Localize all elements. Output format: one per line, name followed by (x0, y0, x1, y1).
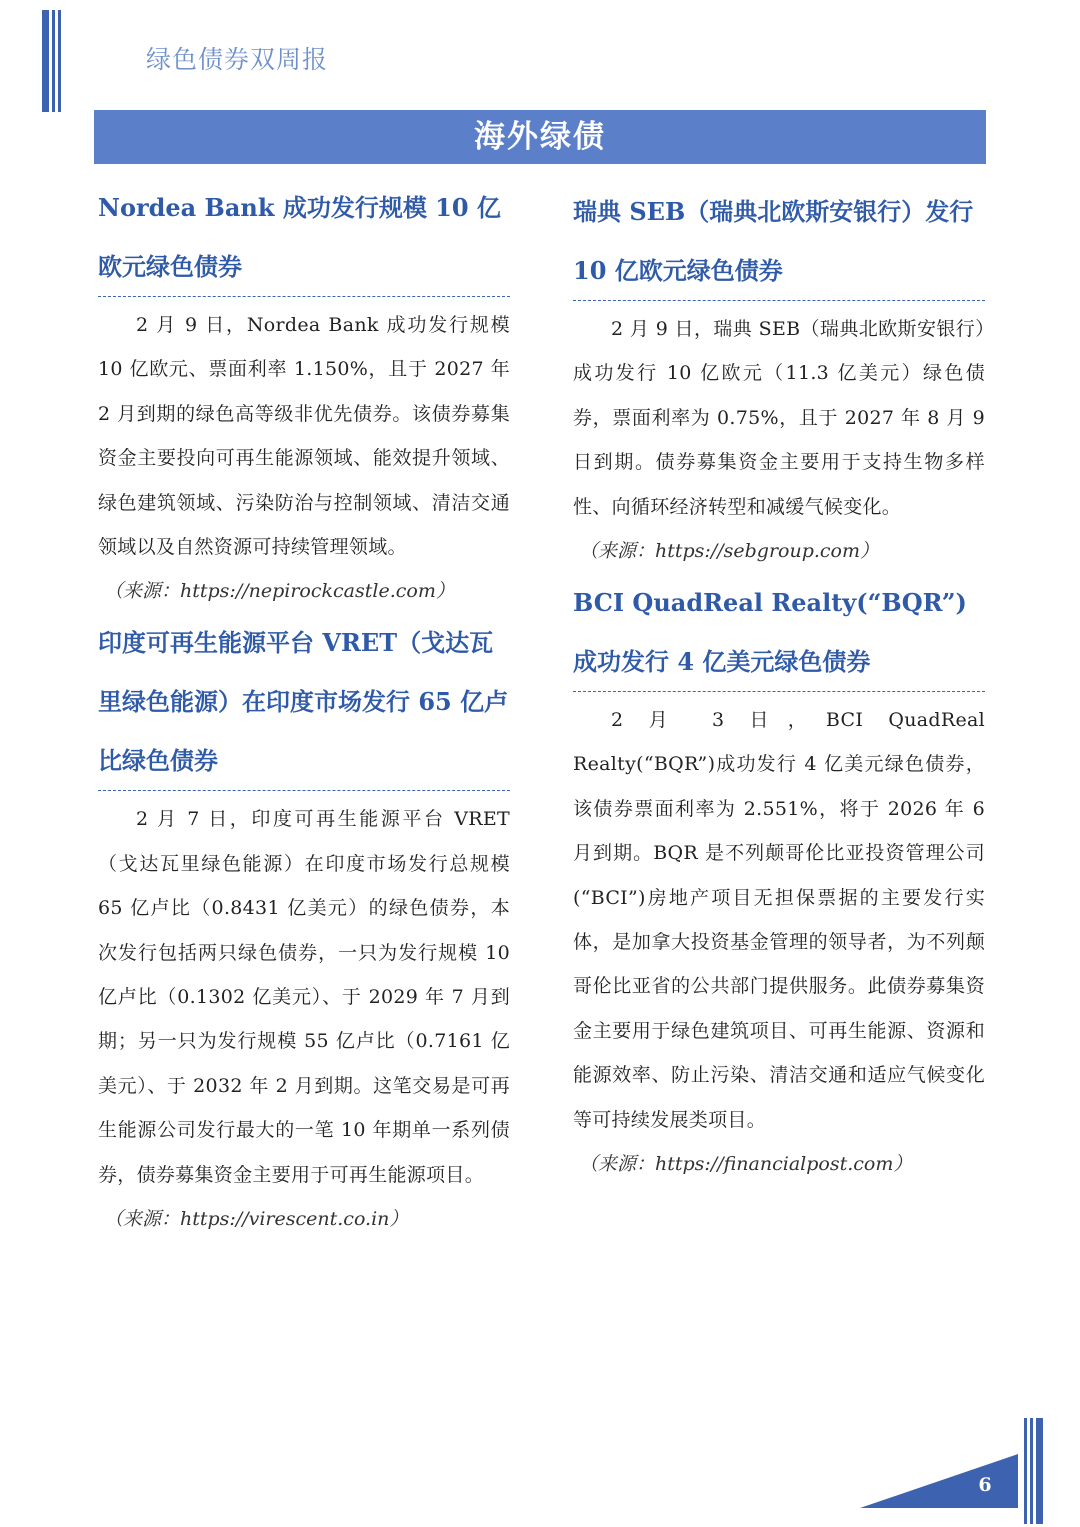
document-title: 绿色债券双周报 (146, 45, 329, 74)
article-source: （来源：https://sebgroup.com） (579, 540, 880, 563)
article-bqr (573, 573, 985, 1186)
article-source: （来源：https://nepirockcastle.com） (104, 580, 455, 603)
article-seb (573, 182, 985, 573)
article-nordea (98, 178, 510, 613)
article-body: 2 月 9 日，Nordea Bank 成功发行规模 10 亿欧元、票面利率 1.150%，且于 2027 年 2 月到期的绿色高等级非优先债券。该债券募集资金主要投向可再生能源领域、能效提升领域、绿色建筑领域、污染防治与控制领域、清洁交通领域以及自然资源可持续管理领域。 (98, 314, 510, 559)
left-column (98, 178, 510, 1241)
header-decoration-bars (42, 10, 64, 112)
article-title: Nordea Bank 成功发行规模 10 亿欧元绿色债券 (98, 193, 501, 281)
section-banner: 海外绿债 (94, 110, 986, 164)
page-number: 6 (978, 1474, 992, 1496)
article-title: BCI QuadReal Realty(“BQR”)成功发行 4 亿美元绿色债券 (573, 588, 967, 677)
article-body: 2 月 7 日，印度可再生能源平台 VRET（戈达瓦里绿色能源）在印度市场发行总规模 65 亿卢比（0.8431 亿美元）的绿色债券，本次发行包括两只绿色债券，一只为发行规模 10 亿卢比（0.1302 亿美元）、于 2029 年 7 月到期；另一只为发行规模 55 亿卢比（0.7161 亿美元）、于 2032 年 2 月到期。这笔交易是可再生能源公司发行最大的一笔 10 年期单一系列债券，债券募集资金主要用于可再生能源项目。 (98, 808, 510, 1186)
article-title: 印度可再生能源平台 VRET（戈达瓦里绿色能源）在印度市场发行 65 亿卢比绿色债券 (98, 628, 509, 776)
article-source: （来源：https://virescent.co.in） (104, 1208, 409, 1231)
article-body: 2 月 9 日，瑞典 SEB（瑞典北欧斯安银行）成功发行 10 亿欧元（11.3 亿美元）绿色债券，票面利率为 0.75%，且于 2027 年 8 月 9 日到期。债券募集资金主要用于支持生物多样性、向循环经济转型和减缓气候变化。 (573, 318, 985, 518)
article-source: （来源：https://financialpost.com） (579, 1153, 913, 1176)
dashed-divider (573, 300, 985, 301)
right-column (573, 182, 985, 1186)
article-body: 2 月 3 日，BCI QuadReal Realty(“BQR”)成功发行 4 亿美元绿色债券，该债券票面利率为 2.551%，将于 2026 年 6 月到期。BQR 是不列颠哥伦比亚投资管理公司(“BCI”)房地产项目无担保票据的主要发行实体，是加拿大投资基金管理的领导者，为不列颠哥伦比亚省的公共部门提供服务。此债券募集资金主要用于绿色建筑项目、可再生能源、资源和能源效率、防止污染、清洁交通和适应气候变化等可持续发展类项目。 (573, 709, 985, 1131)
article-vret (98, 613, 510, 1241)
dashed-divider (573, 691, 985, 692)
dashed-divider (98, 296, 510, 297)
footer-decoration-bars (1024, 1418, 1044, 1524)
dashed-divider (98, 790, 510, 791)
article-title: 瑞典 SEB（瑞典北欧斯安银行）发行 10 亿欧元绿色债券 (573, 197, 974, 285)
